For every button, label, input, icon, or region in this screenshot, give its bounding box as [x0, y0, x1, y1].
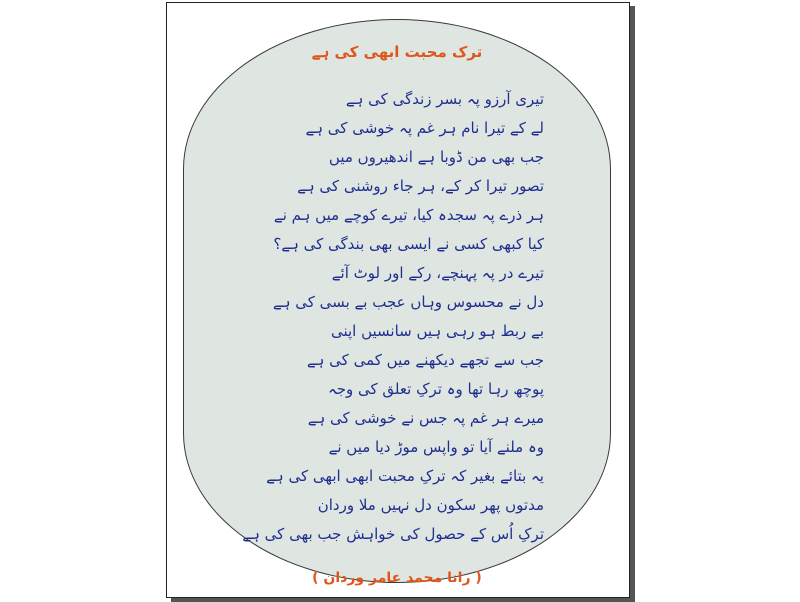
- poem-oval-frame: [183, 19, 611, 586]
- verse-line: میرے ہر غم پہ جس نے خوشی کی ہے: [307, 409, 544, 427]
- verse-line: ترکِ اُس کے حصول کی خواہش جب بھی کی ہے: [242, 525, 544, 543]
- verse-line: لے کے تیرا نام ہر غم پہ خوشی کی ہے: [305, 119, 544, 137]
- verse-line: تصور تیرا کر کے، ہر جاء روشنی کی ہے: [297, 177, 544, 195]
- verse-line: مدتوں پھر سکون دل نہیں ملا وردان: [317, 496, 544, 514]
- verse-line: بے ربط ہو رہی ہیں سانسیں اپنی: [330, 322, 544, 340]
- poet-name: ( رانا محمد عامر وردان ): [312, 570, 482, 586]
- verse-line: پوچھ رہا تھا وہ ترکِ تعلق کی وجہ: [327, 380, 544, 398]
- verse-line: تیری آرزو پہ بسر زندگی کی ہے: [345, 90, 544, 108]
- verse-line: وہ ملنے آیا تو واپس موڑ دیا میں نے: [328, 438, 544, 456]
- verse-line: دل نے محسوس وہاں عجب بے بسی کی ہے: [272, 293, 544, 311]
- verse-line: جب سے تجھے دیکھنے میں کمی کی ہے: [306, 351, 544, 369]
- verse-line: جب بھی من ڈوبا ہے اندھیروں میں: [328, 148, 544, 166]
- document-page: [166, 2, 630, 598]
- poem-verses: [242, 85, 544, 549]
- verse-line: یہ بتائے بغیر کہ ترکِ محبت ابھی ابھی کی ہے: [266, 467, 544, 485]
- poem-title: ترک محبت ابھی کی ہے: [311, 43, 483, 61]
- verse-line: تیرے در پہ پہنچے، رکے اور لوٹ آئے: [331, 264, 544, 282]
- verse-line: ہر ذرے پہ سجدہ کیا، تیرے کوچے میں ہم نے: [273, 206, 544, 224]
- verse-line: کیا کبھی کسی نے ایسی بھی بندگی کی ہے؟: [273, 235, 544, 253]
